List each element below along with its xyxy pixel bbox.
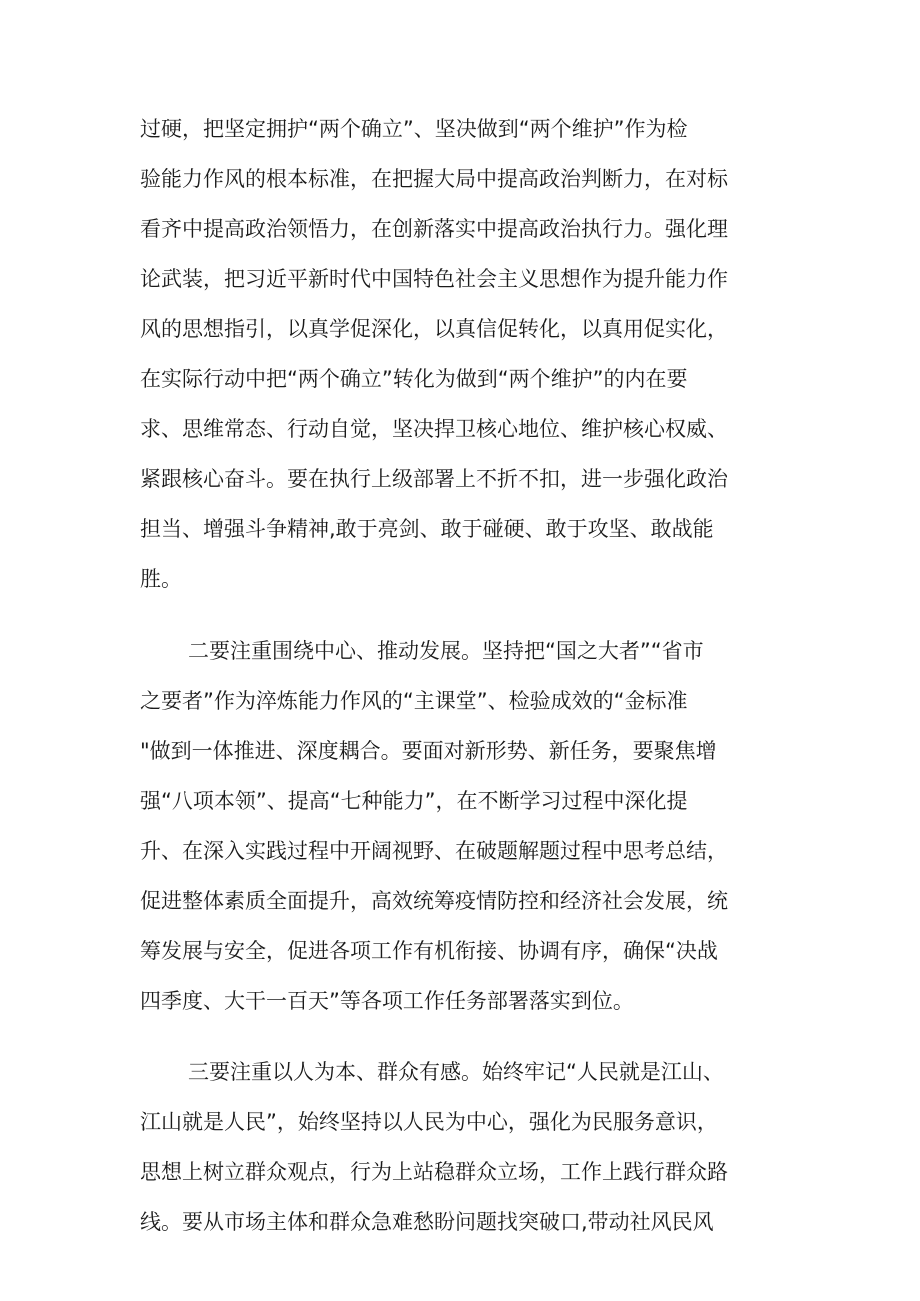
paragraph-2-line: 二要注重围绕中心、推动发展。坚持把“国之大者”“省市	[188, 639, 704, 663]
paragraph-3-line: 三要注重以人为本、群众有感。始终牢记“人民就是江山、	[188, 1060, 724, 1084]
paragraph-2-line: "做到一体推进、深度耦合。要面对新形势、新任务，要聚焦增	[140, 739, 717, 763]
paragraph-3-line: 思想上树立群众观点，行为上站稳群众立场，工作上践行群众路	[140, 1160, 728, 1184]
paragraph-2-line: 促进整体素质全面提升，高效统筹疫情防控和经济社会发展，统	[140, 889, 728, 913]
paragraph-1-line: 在实际行动中把“两个确立”转化为做到“两个维护”的内在要	[140, 367, 688, 391]
paragraph-2-line: 强“八项本领”、提高“七种能力”，在不断学习过程中深化提	[140, 789, 688, 813]
paragraph-1-line: 担当、增强斗争精神,敢于亮剑、敢于碰硬、敢于攻坚、敢战能	[140, 517, 714, 541]
paragraph-2-line: 筹发展与安全，促进各项工作有机衔接、协调有序，确保“决战	[140, 939, 718, 963]
paragraph-2-line: 四季度、大干一百天”等各项工作任务部署落实到位。	[140, 989, 634, 1013]
paragraph-2-line: 之要者”作为淬炼能力作风的“主课堂”、检验成效的“金标准	[140, 689, 688, 713]
paragraph-1-line: 论武装，把习近平新时代中国特色社会主义思想作为提升能力作	[140, 267, 728, 291]
paragraph-1-line: 紧跟核心奋斗。要在执行上级部署上不折不扣，进一步强化政治	[140, 467, 728, 491]
paragraph-1-line: 求、思维常态、行动自觉，坚决捍卫核心地位、维护核心权威、	[140, 417, 728, 441]
paragraph-3-line: 江山就是人民”，始终坚持以人民为中心，强化为民服务意识，	[140, 1110, 718, 1134]
paragraph-3-line: 线。要从市场主体和群众急难愁盼问题找突破口,带动社风民风	[140, 1210, 714, 1234]
paragraph-1-line: 胜。	[140, 567, 182, 591]
paragraph-1-line: 过硬，把坚定拥护“两个确立”、坚决做到“两个维护”作为检	[140, 117, 688, 141]
paragraph-2-line: 升、在深入实践过程中开阔视野、在破题解题过程中思考总结，	[140, 839, 728, 863]
paragraph-1-line: 看齐中提高政治领悟力，在创新落实中提高政治执行力。强化理	[140, 217, 728, 241]
paragraph-1-line: 风的思想指引，以真学促深化，以真信促转化，以真用促实化，	[140, 317, 728, 341]
paragraph-1-line: 验能力作风的根本标准，在把握大局中提高政治判断力，在对标	[140, 167, 728, 191]
